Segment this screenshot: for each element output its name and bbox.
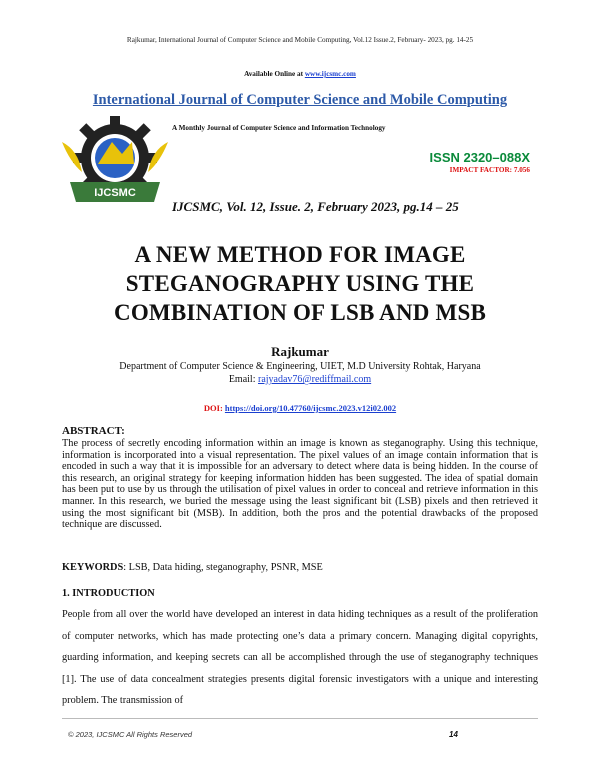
email-link[interactable]: rajyadav76@rediffmail.com [258, 374, 372, 385]
title-line: A NEW METHOD FOR IMAGE [134, 242, 466, 267]
journal-title[interactable]: International Journal of Computer Science and Mobile Computing [92, 92, 508, 108]
impact-factor: IMPACT FACTOR: 7.056 [449, 166, 530, 174]
keywords-label: KEYWORDS [62, 562, 124, 573]
copyright: © 2023, IJCSMC All Rights Reserved [68, 730, 193, 739]
issn: ISSN 2320–088X [429, 150, 530, 165]
page-number: 14 [449, 730, 458, 739]
footer-divider [62, 718, 538, 719]
abstract-heading: ABSTRACT: [62, 425, 125, 437]
logo-text: IJCSMC [94, 187, 136, 199]
issue-info: IJCSMC, Vol. 12, Issue. 2, February 2023, pg.14 – 25 [172, 199, 459, 214]
journal-website-link[interactable]: www.ijcsmc.com [304, 70, 356, 78]
email-label: Email: [228, 374, 258, 385]
title-line: COMBINATION OF LSB AND MSB [114, 300, 486, 325]
doi-link[interactable]: https://doi.org/10.47760/ijcsmc.2023.v12i02.002 [224, 403, 397, 413]
paper-title [0, 240, 600, 327]
available-prefix: Available Online at [244, 70, 305, 78]
keywords-list: : LSB, Data hiding, steganography, PSNR, MSE [123, 562, 323, 573]
section-heading: 1. INTRODUCTION [62, 588, 155, 599]
keywords [62, 562, 323, 573]
abstract-text: The process of secretly encoding information within an image is known as steganography. Using this technique, information is incorporated into a visual representation. The pixel values of an image contain information that is encoded in such a way that it is impossible for an adversary to detect where data is being hidden. In the course of this research, an original strategy for keeping information hidden has been suggested. The idea of spatial domain has been put to use by us through the utilisation of pixel values in order to conceal and retrieve information in this manner. In this research, we buried the message using the least significant bit (LSB) pixels and then retrieved it using the most significant bit (MSB). In addition, both the pros and the potential drawbacks of the proposed technique are discussed. [62, 438, 538, 531]
title-line: STEGANOGRAPHY USING THE [125, 271, 475, 296]
doi-line [0, 403, 600, 413]
running-head: Rajkumar, International Journal of Computer Science and Mobile Computing, Vol.12 Issue.2, February- 2023, pg. 14-25 [126, 36, 474, 44]
journal-subtitle: A Monthly Journal of Computer Science and Information Technology [172, 124, 386, 132]
email-line [0, 374, 600, 385]
author-name: Rajkumar [271, 344, 329, 359]
affiliation: Department of Computer Science & Engineering, UIET, M.D University Rohtak, Haryana [119, 361, 481, 372]
journal-logo-icon [60, 112, 170, 212]
available-online [0, 70, 600, 78]
doi-label: DOI: [203, 403, 225, 413]
introduction-text: People from all over the world have developed an interest in data hiding techniques as a result of the proliferation of computer networks, which has made protecting one’s data a primary concern. Managing digital copyrights, guarding information, and keeping secrets can all be accomplished through the use of steganography techniques [1]. The use of data concealment strategies presents digital forensic investigators with a unique and interesting problem. The transmission of [62, 609, 538, 706]
